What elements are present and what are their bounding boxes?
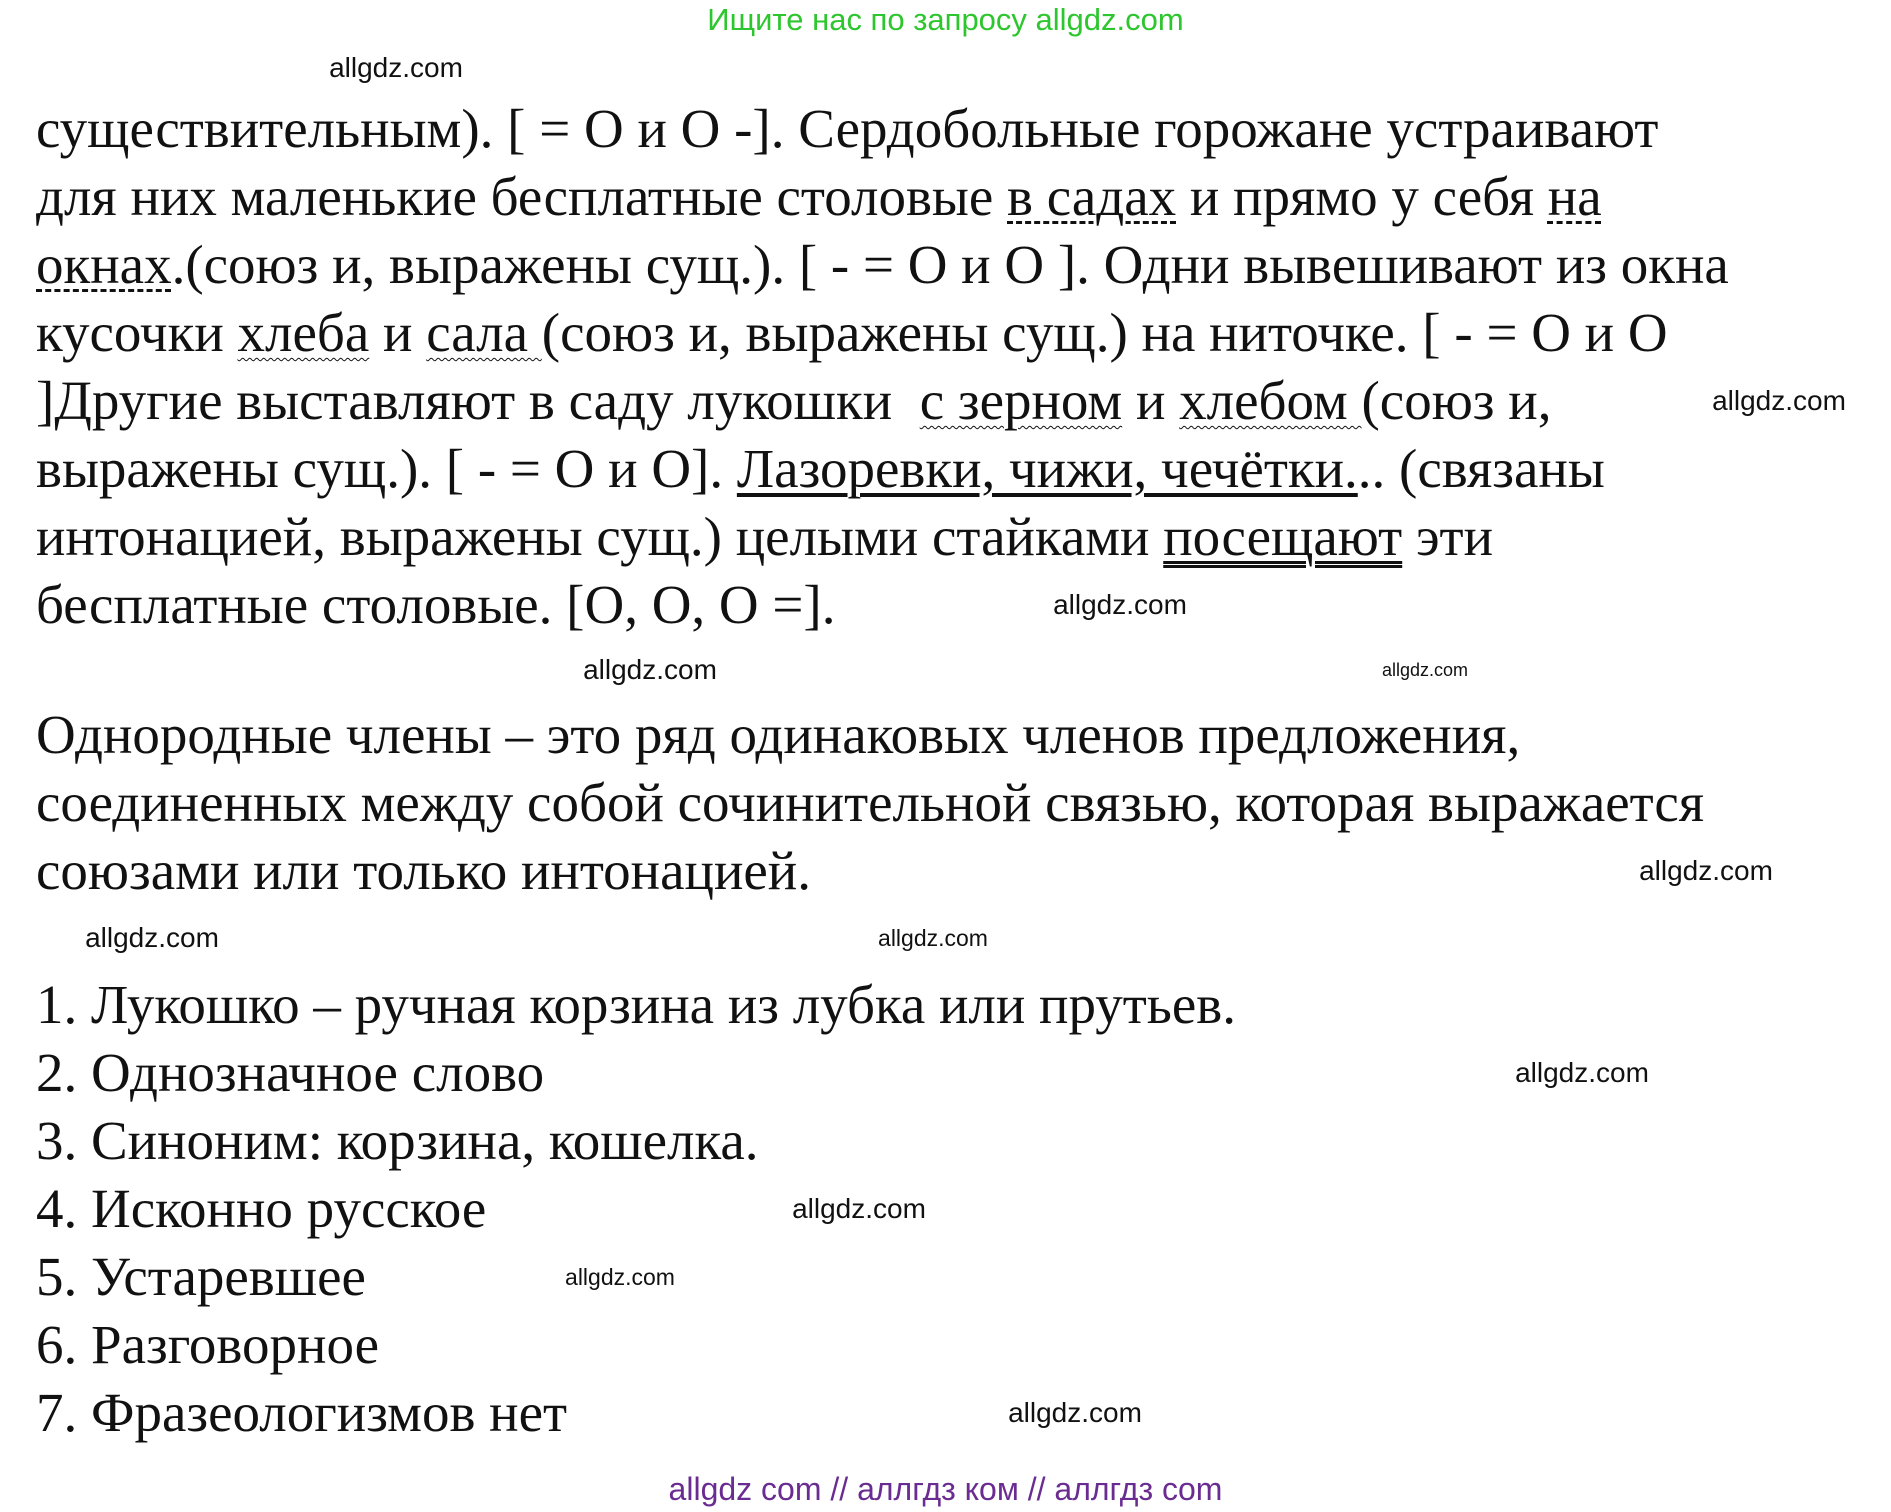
text-segment: 4. Исконно русское bbox=[36, 1178, 487, 1239]
text-segment: для них маленькие бесплатные столовые bbox=[36, 166, 1008, 227]
text-segment: (союз и, bbox=[1361, 370, 1552, 431]
underlined-member-double: посещают bbox=[1163, 506, 1403, 567]
list-item bbox=[36, 1245, 366, 1309]
watermark: allgdz.com bbox=[1515, 1057, 1649, 1088]
text-segment: выражены сущ.). [ - = О и О]. bbox=[36, 438, 737, 499]
text-segment: Однородные члены – это ряд одинаковых членов предложения, bbox=[36, 704, 1521, 765]
watermark: allgdz.com bbox=[1381, 660, 1469, 680]
text-segment: 5. Устаревшее bbox=[36, 1246, 366, 1307]
answer-text-line bbox=[36, 369, 1551, 433]
text-segment: 7. Фразеологизмов нет bbox=[36, 1382, 568, 1443]
definition-text-line bbox=[36, 839, 811, 903]
watermark: allgdz.com bbox=[565, 1264, 675, 1290]
text-segment: (союз и, выражены сущ.) на ниточке. [ - = О и О bbox=[541, 302, 1668, 363]
answer-text-line bbox=[36, 165, 1602, 229]
watermark: allgdz.com bbox=[1053, 589, 1187, 620]
answer-text-line bbox=[36, 97, 1658, 161]
underlined-member-dash: окнах bbox=[36, 234, 172, 295]
answer-text-line bbox=[36, 437, 1605, 501]
list-item bbox=[36, 1177, 486, 1241]
text-segment: 3. Синоним: корзина, кошелка. bbox=[36, 1110, 759, 1171]
text-segment: 2. Однозначное слово bbox=[36, 1042, 545, 1103]
underlined-member-wave: хлеба bbox=[237, 302, 370, 363]
text-segment: .. (связаны bbox=[1357, 438, 1605, 499]
text-segment: существительным). [ = О и О -]. Сердобольные горожане устраивают bbox=[36, 98, 1659, 159]
text-segment: интонацией, выражены сущ.) целыми стайками bbox=[36, 506, 1164, 567]
text-segment: соединенных между собой сочинительной связью, которая выражается bbox=[36, 772, 1705, 833]
text-segment: ]Другие выставляют в саду лукошки bbox=[36, 370, 920, 431]
answer-text-line bbox=[36, 233, 1729, 297]
text-segment: бесплатные столовые. [О, О, О =]. bbox=[36, 574, 836, 635]
underlined-member-wave: с зерном bbox=[919, 370, 1123, 431]
text-segment: кусочки bbox=[36, 302, 238, 363]
watermark: allgdz.com bbox=[1008, 1397, 1142, 1428]
text-segment: союзами или только интонацией. bbox=[36, 840, 811, 901]
watermark: allgdz.com bbox=[1639, 855, 1773, 886]
watermark: allgdz.com bbox=[583, 654, 717, 685]
search-promo-header: Ищите нас по запросу allgdz.com bbox=[707, 2, 1184, 37]
answer-text-line bbox=[36, 573, 836, 637]
underlined-member-wave: сала bbox=[426, 302, 542, 363]
watermark: allgdz.com bbox=[1712, 385, 1846, 416]
text-segment: эти bbox=[1402, 506, 1494, 567]
definition-text-line bbox=[36, 771, 1704, 835]
answer-text-line bbox=[36, 505, 1493, 569]
text-segment: и bbox=[1122, 370, 1180, 431]
text-segment: и bbox=[369, 302, 427, 363]
text-segment: и прямо у себя bbox=[1176, 166, 1548, 227]
list-item bbox=[36, 1041, 544, 1105]
text-segment: 1. Лукошко – ручная корзина из лубка или прутьев. bbox=[36, 974, 1237, 1035]
list-item bbox=[36, 1313, 379, 1377]
answer-text-line bbox=[36, 301, 1668, 365]
underlined-member-dash: в садах bbox=[1007, 166, 1177, 227]
definition-text-line bbox=[36, 703, 1520, 767]
text-segment: 6. Разговорное bbox=[36, 1314, 380, 1375]
watermark: allgdz.com bbox=[85, 922, 219, 953]
list-item bbox=[36, 1109, 759, 1173]
list-item bbox=[36, 973, 1236, 1037]
underlined-member-dash: на bbox=[1547, 166, 1602, 227]
list-item bbox=[36, 1381, 567, 1445]
text-segment: .(союз и, выражены сущ.). [ - = О и О ]. Одни вывешивают из окна bbox=[171, 234, 1729, 295]
watermark: allgdz.com bbox=[329, 52, 463, 83]
site-footer: allgdz com // аллгдз ком // аллгдз com bbox=[668, 1471, 1223, 1507]
watermark: allgdz.com bbox=[878, 925, 988, 951]
watermark: allgdz.com bbox=[792, 1193, 926, 1224]
underlined-member-wave: хлебом bbox=[1179, 370, 1362, 431]
underlined-member-single: Лазоревки, чижи, чечётки. bbox=[736, 438, 1358, 499]
